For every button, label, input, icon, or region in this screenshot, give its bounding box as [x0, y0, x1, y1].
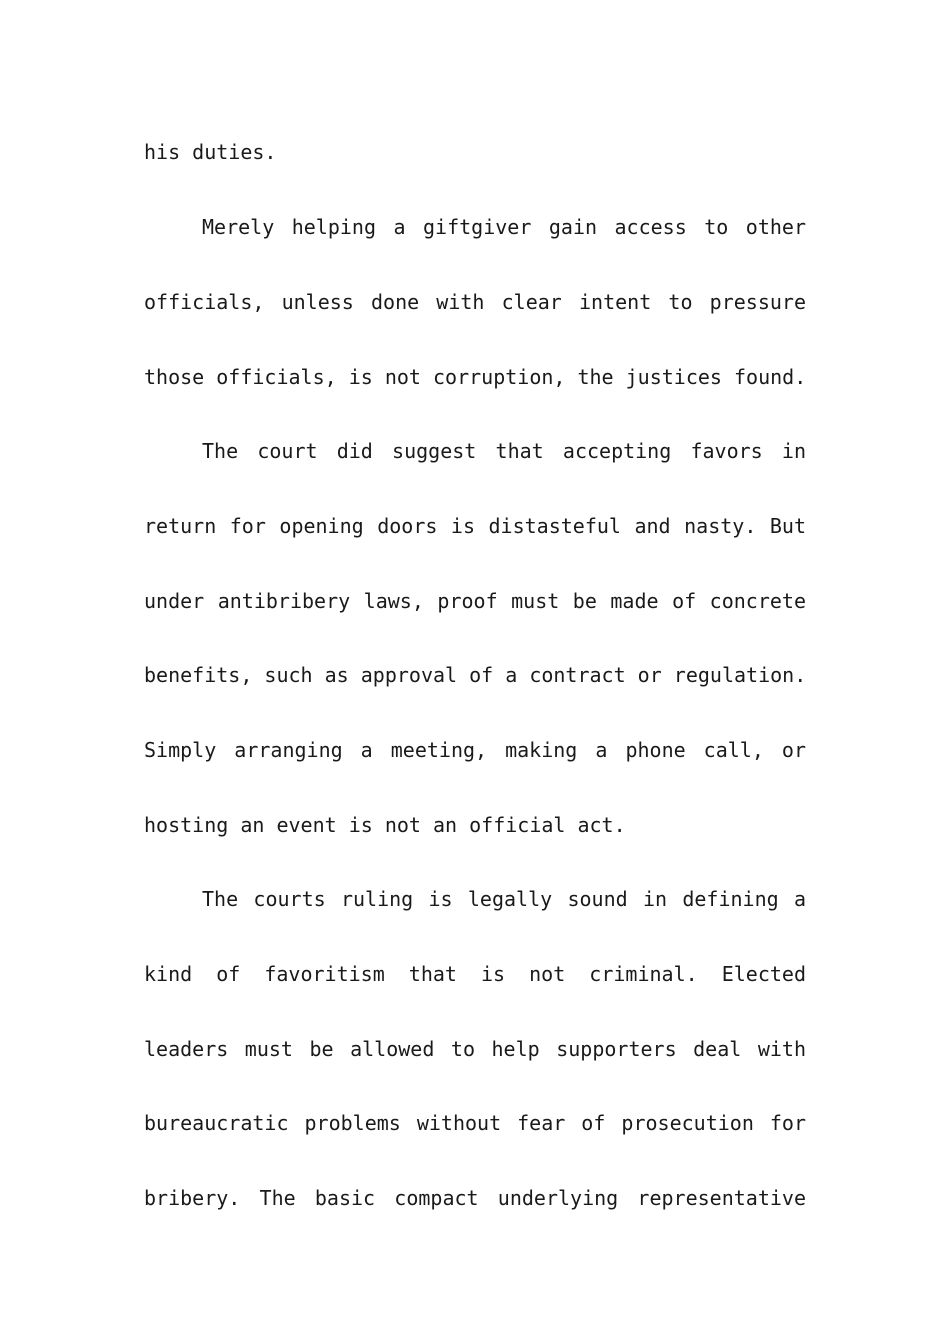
text-line: bureaucratic problems without fear of prosecution for — [144, 1111, 806, 1135]
paragraph-first-line: The court did suggest that accepting favors in — [202, 439, 806, 463]
paragraph-first-line: The courts ruling is legally sound in defining a — [202, 887, 806, 911]
text-line: kind of favoritism that is not criminal. Elected — [144, 962, 806, 986]
text-line: return for opening doors is distasteful and nasty. But — [144, 514, 806, 538]
text-line: leaders must be allowed to help supporters deal with — [144, 1037, 806, 1061]
text-line: officials, unless done with clear intent to pressure — [144, 290, 806, 314]
text-line: benefits, such as approval of a contract or regulation. — [144, 663, 807, 687]
paragraph-first-line: Merely helping a giftgiver gain access to other — [202, 215, 806, 239]
text-line: Simply arranging a meeting, making a phone call, or — [144, 738, 806, 762]
text-line: those officials, is not corruption, the justices found. — [144, 365, 807, 389]
text-line: under antibribery laws, proof must be made of concrete — [144, 589, 806, 613]
text-line: hosting an event is not an official act. — [144, 813, 626, 837]
text-line: his duties. — [144, 140, 277, 164]
text-line: bribery. The basic compact underlying representative — [144, 1186, 806, 1210]
